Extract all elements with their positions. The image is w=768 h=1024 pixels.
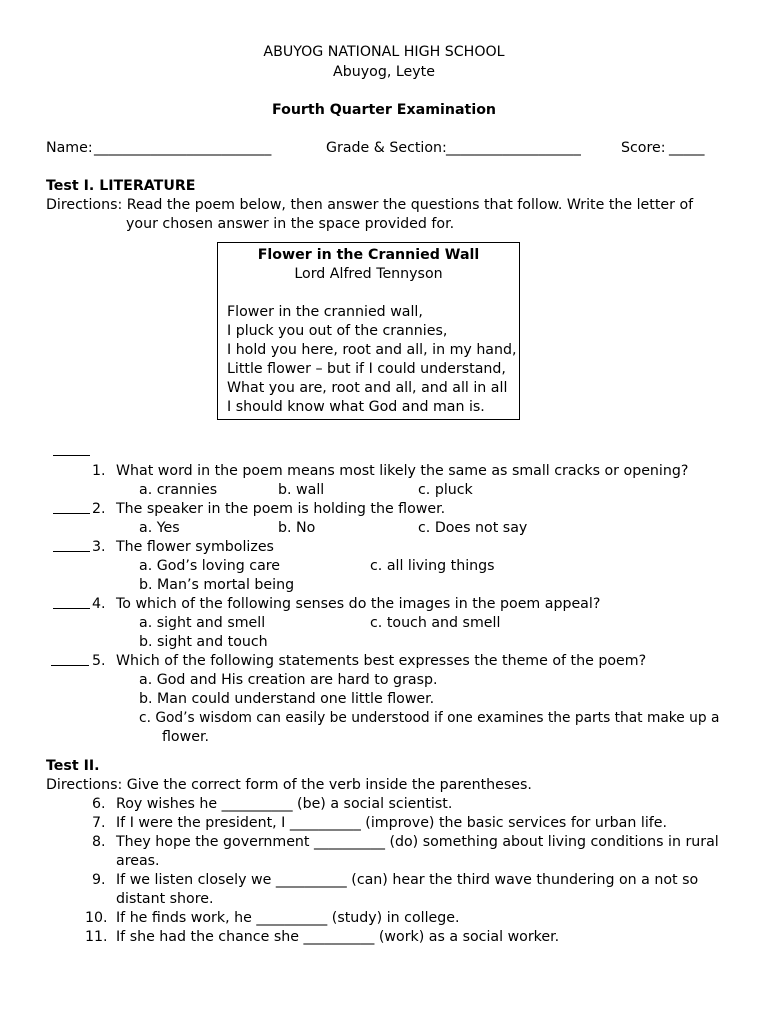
item-text-continued: distant shore. — [116, 891, 214, 907]
item-number: 11. — [85, 929, 108, 945]
item-number: 9. — [92, 872, 106, 888]
option: c. pluck — [418, 482, 473, 498]
grade-section-field[interactable]: ___________________ — [446, 140, 581, 156]
option: a. God and His creation are hard to grasp. — [139, 672, 438, 688]
item-number: 6. — [92, 796, 106, 812]
item-number: 10. — [85, 910, 108, 926]
question-number: 3. — [92, 539, 106, 555]
question-text: What word in the poem means most likely the same as small cracks or opening? — [116, 463, 689, 479]
option: a. crannies — [139, 482, 218, 498]
option: b. sight and touch — [139, 634, 268, 650]
poem-title: Flower in the Crannied Wall — [257, 247, 480, 263]
item-text: If we listen closely we __________ (can) hear the third wave thundering on a not so — [116, 872, 699, 888]
grade-section-label: Grade & Section: — [326, 140, 447, 156]
test2-heading: Test II. — [46, 758, 100, 774]
name-field[interactable]: _________________________ — [94, 140, 272, 156]
poem-line: What you are, root and all, and all in all — [227, 380, 508, 396]
poem-author: Lord Alfred Tennyson — [294, 266, 443, 282]
option-continued: flower. — [162, 729, 209, 745]
item-text: Roy wishes he __________ (be) a social scientist. — [116, 796, 453, 812]
item-text: If he finds work, he __________ (study) in college. — [116, 910, 460, 926]
test1-directions-line1: Directions: Read the poem below, then answer the questions that follow. Write the letter of — [46, 197, 694, 213]
item-number: 7. — [92, 815, 106, 831]
option: b. wall — [278, 482, 325, 498]
item-number: 8. — [92, 834, 106, 850]
option: c. all living things — [370, 558, 495, 574]
item-text: They hope the government __________ (do) something about living conditions in rural — [116, 834, 719, 850]
exam-title: Fourth Quarter Examination — [271, 102, 497, 118]
option: a. God’s loving care — [139, 558, 281, 574]
name-label: Name: — [46, 140, 93, 156]
test1-directions-line2: your chosen answer in the space provided for. — [126, 216, 455, 232]
test2-directions: Directions: Give the correct form of the verb inside the parentheses. — [46, 777, 532, 793]
question-number: 5. — [92, 653, 106, 669]
school-name: ABUYOG NATIONAL HIGH SCHOOL — [263, 44, 505, 60]
option: c. touch and smell — [370, 615, 501, 631]
poem-line: I pluck you out of the crannies, — [227, 323, 448, 339]
option: b. Man’s mortal being — [139, 577, 295, 593]
item-text: If she had the chance she __________ (work) as a social worker. — [116, 929, 560, 945]
poem-box — [217, 242, 520, 420]
option: c. Does not say — [418, 520, 528, 536]
test1-heading: Test I. LITERATURE — [46, 178, 196, 194]
score-field[interactable]: _____ — [669, 140, 705, 156]
option: b. No — [278, 520, 316, 536]
option: a. Yes — [139, 520, 180, 536]
question-text: The speaker in the poem is holding the flower. — [116, 501, 446, 517]
answer-blank-3[interactable] — [53, 551, 90, 552]
option: a. sight and smell — [139, 615, 266, 631]
poem-line: I hold you here, root and all, in my hand, — [227, 342, 517, 358]
question-number: 4. — [92, 596, 106, 612]
question-number: 2. — [92, 501, 106, 517]
poem-line: Little flower – but if I could understand, — [227, 361, 506, 377]
item-text-continued: areas. — [116, 853, 160, 869]
poem-line: Flower in the crannied wall, — [227, 304, 423, 320]
option: c. God’s wisdom can easily be understood if one examines the parts that make up a — [139, 710, 720, 726]
question-text: Which of the following statements best expresses the theme of the poem? — [116, 653, 647, 669]
answer-blank-1[interactable] — [53, 455, 90, 456]
score-label: Score: — [621, 140, 666, 156]
answer-blank-2[interactable] — [53, 513, 90, 514]
question-text: The flower symbolizes — [116, 539, 274, 555]
answer-blank-4[interactable] — [53, 608, 90, 609]
school-location: Abuyog, Leyte — [333, 64, 435, 80]
option: b. Man could understand one little flower. — [139, 691, 435, 707]
poem-line: I should know what God and man is. — [227, 399, 485, 415]
item-text: If I were the president, I __________ (improve) the basic services for urban life. — [116, 815, 667, 831]
answer-blank-5[interactable] — [51, 665, 89, 666]
question-number: 1. — [92, 463, 106, 479]
question-text: To which of the following senses do the images in the poem appeal? — [116, 596, 601, 612]
